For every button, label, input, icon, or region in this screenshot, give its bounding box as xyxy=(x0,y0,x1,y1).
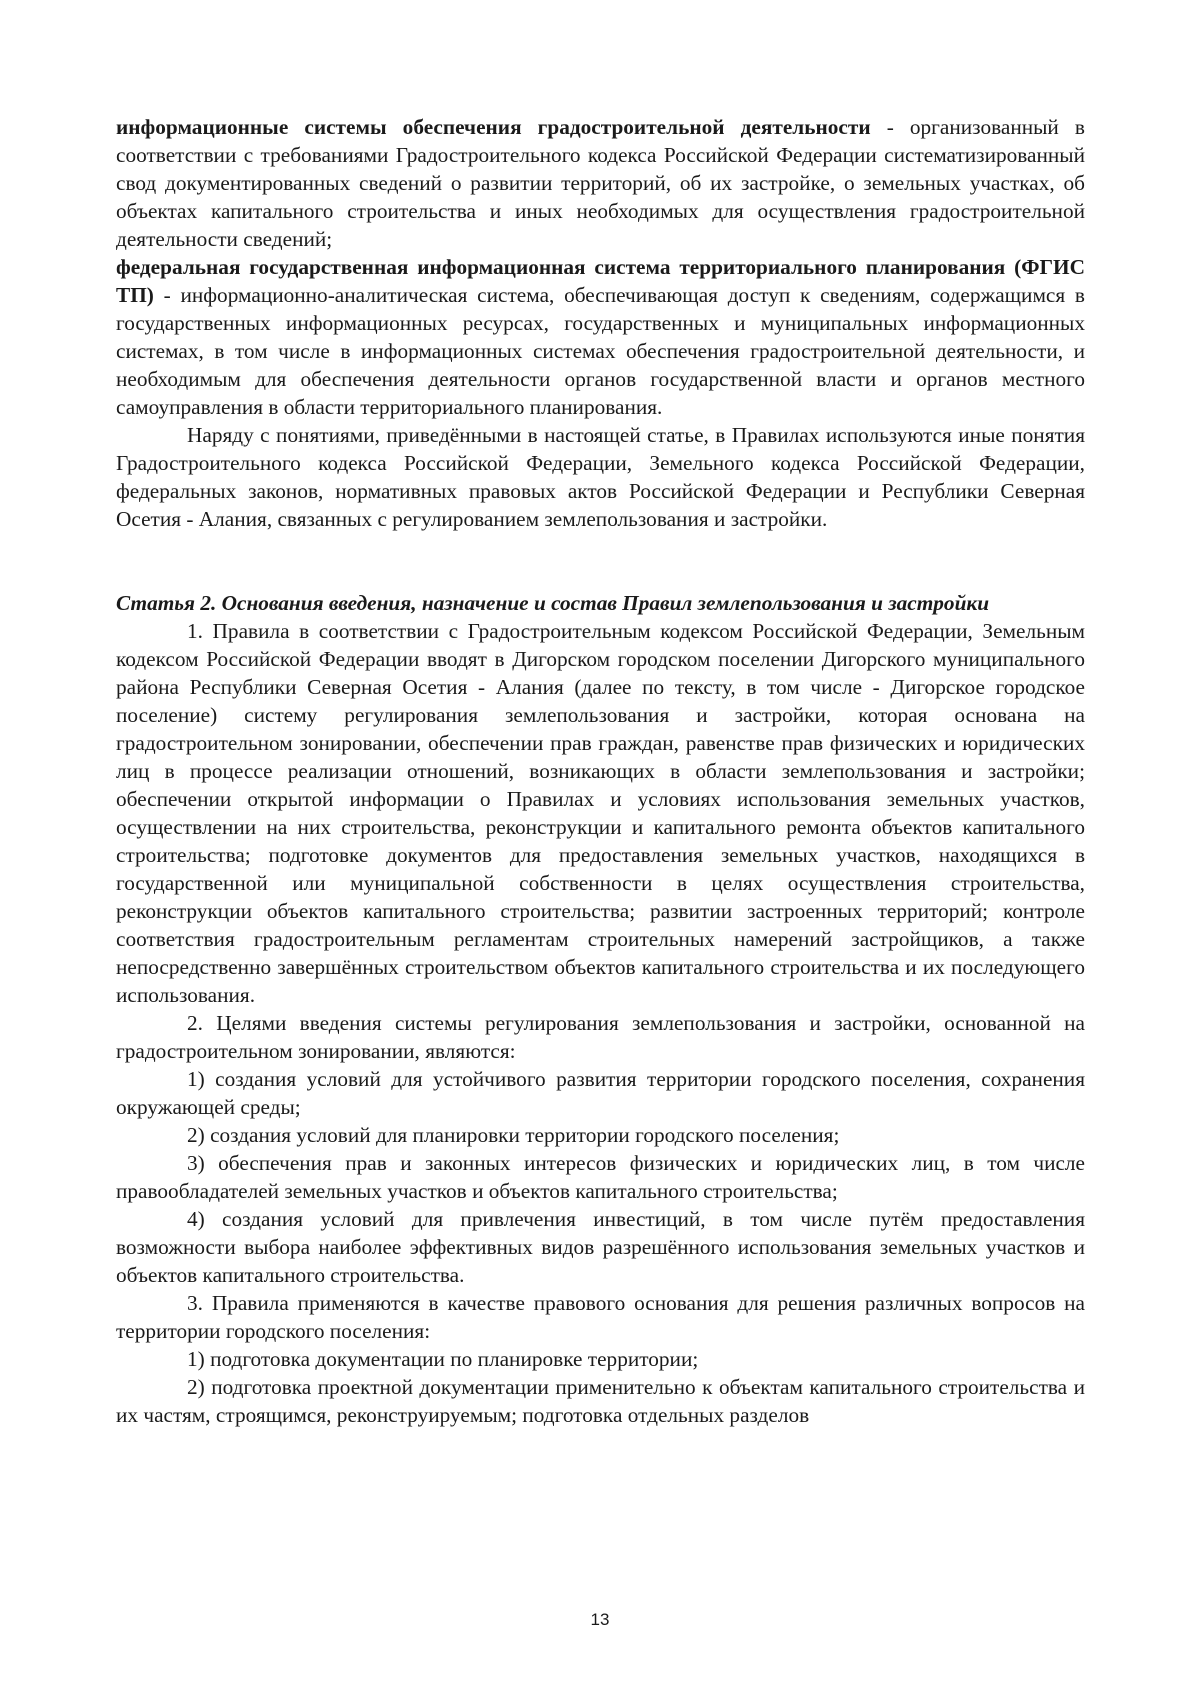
section-spacer xyxy=(116,533,1085,589)
definition-paragraph xyxy=(116,113,1085,253)
article-list-item: 3) обеспечения прав и законных интересов физических и юридических лиц, в том числе правообладателей земельных участков и объектов капитального строительства; xyxy=(116,1151,1085,1203)
definition-text: - информационно-аналитическая система, обеспечивающая доступ к сведениям, содержащимся в государственных информационных ресурсах, государственных и муниципальных информационных системах, в том числе в информационных системах обеспечения градостроительной деятельности, и необходимым для обеспечения деятельности органов государственной власти и органов местного самоуправления в области территориального планирования. xyxy=(116,283,1085,419)
closing-paragraph: Наряду с понятиями, приведёнными в настоящей статье, в Правилах используются иные понятия Градостроительного кодекса Российской Федерации, Земельного кодекса Российской Федерации, федеральных законов, нормативных правовых актов Российской Федерации и Республики Северная Осетия - Алания, связанных с регулированием землепользования и застройки. xyxy=(116,423,1085,531)
article-list-item: 2) подготовка проектной документации применительно к объектам капитального строительства и их частям, строящимся, реконструируемым; подготовка отдельных разделов xyxy=(116,1375,1085,1427)
definition-paragraph xyxy=(116,253,1085,421)
definition-term: информационные системы обеспечения градостроительной деятельности xyxy=(116,115,871,139)
definition-text: - организованный в соответствии с требованиями Градостроительного кодекса Российской Федерации систематизированный свод документированных сведений о развитии территорий, об их застройке, о земельных участках, об объектах капитального строительства и иных необходимых для осуществления градостроительной деятельности сведений; xyxy=(116,115,1085,251)
article-paragraph: 2. Целями введения системы регулирования землепользования и застройки, основанной на градостроительном зонировании, являются: xyxy=(116,1011,1085,1063)
document-page xyxy=(116,113,1085,1429)
article-list-item: 4) создания условий для привлечения инвестиций, в том числе путём предоставления возможности выбора наиболее эффективных видов разрешённого использования земельных участков и объектов капитального строительства. xyxy=(116,1207,1085,1287)
article-paragraph: 3. Правила применяются в качестве правового основания для решения различных вопросов на территории городского поселения: xyxy=(116,1291,1085,1343)
article-list-item: 2) создания условий для планировки территории городского поселения; xyxy=(187,1123,840,1147)
page-number: 13 xyxy=(590,1610,610,1629)
definition-term: федеральная государственная информационная система территориального планирования (ФГИС ТП) xyxy=(116,255,1085,307)
article-list-item: 1) подготовка документации по планировке территории; xyxy=(187,1347,699,1371)
article-paragraph: 1. Правила в соответствии с Градостроительным кодексом Российской Федерации, Земельным кодексом Российской Федерации вводят в Дигорском городском поселении Дигорского муниципального района Республики Северная Осетия - Алания (далее по тексту, в том числе - Дигорское городское поселение) систему регулирования землепользования и застройки, которая основана на градостроительном зонировании, обеспечении прав граждан, равенстве прав физических и юридических лиц в процессе реализации отношений, возникающих в области землепользования и застройки; обеспечении открытой информации о Правилах и условиях использования земельных участков, осуществлении на них строительства, реконструкции и капитального ремонта объектов капитального строительства; подготовке документов для предоставления земельных участков, находящихся в государственной или муниципальной собственности в целях осуществления строительства, реконструкции объектов капитального строительства; развитии застроенных территорий; контроле соответствия градостроительным регламентам строительных намерений застройщиков, а также непосредственно завершённых строительством объектов капитального строительства и их последующего использования. xyxy=(116,619,1085,1007)
article-list-item: 1) создания условий для устойчивого развития территории городского поселения, сохранения окружающей среды; xyxy=(116,1067,1085,1119)
article-heading: Статья 2. Основания введения, назначение и состав Правил землепользования и застройки xyxy=(116,591,990,615)
